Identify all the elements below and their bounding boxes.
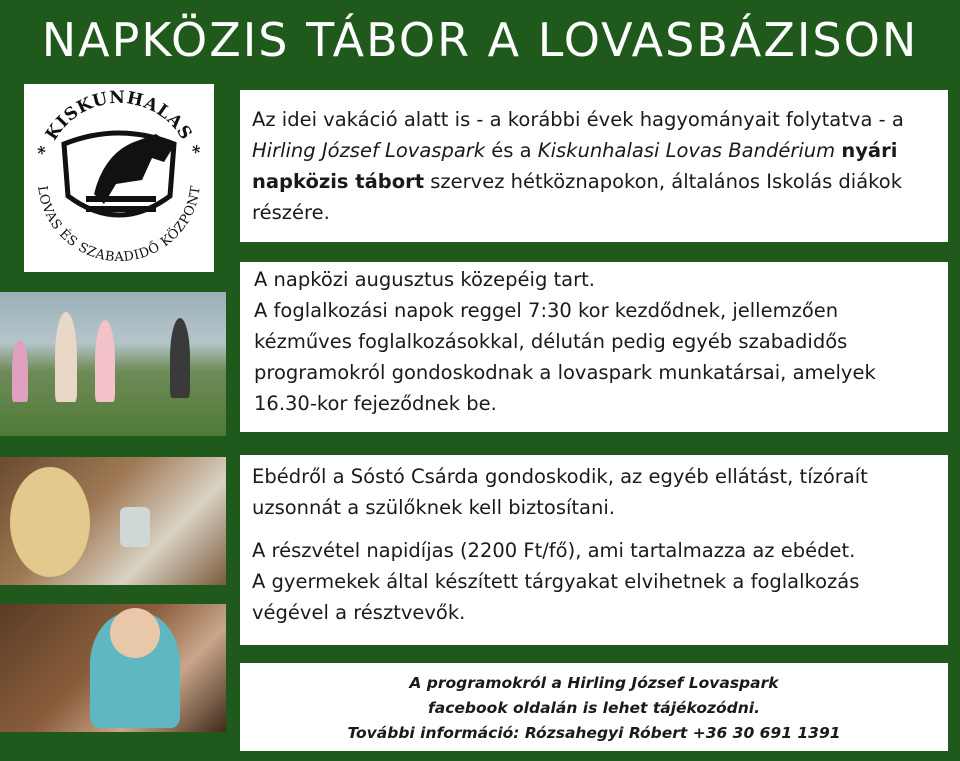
org-banderium: Kiskunhalasi Lovas Bandérium — [537, 139, 836, 162]
photo-leathercraft — [0, 604, 226, 732]
page-title: NAPKÖZIS TÁBOR A LOVASBÁZISON — [41, 13, 919, 67]
intro-and: és a — [485, 139, 538, 162]
schedule-line2: A foglalkozási napok reggel 7:30 kor kezdődnek, jellemzően kézműves foglalkozásokkal, délután pedig egyéb szabadidős programokról gondoskodnak a lovaspark munkatársai, amelyek 16.30-kor fejeződnek be. — [254, 299, 876, 415]
intro-bold: nyári napközis tábort — [252, 139, 898, 193]
meals-para1: Ebédről a Sóstó Csárda gondoskodik, az egyéb ellátást, tízóraít uzsonnát a szülőknek kell biztosítani. — [252, 465, 868, 519]
logo — [24, 84, 214, 272]
meals-box — [240, 455, 948, 645]
logo-top-text: * KISKUNHALAS * — [34, 87, 204, 159]
photo-archery — [0, 292, 226, 436]
schedule-line1: A napközi augusztus közepéig tart. — [254, 268, 595, 291]
meals-para2-line2: A gyermekek által készített tárgyakat elvihetnek a foglalkozás végével a résztvevők. — [252, 570, 860, 624]
contact-box — [240, 663, 948, 751]
intro-box — [240, 90, 948, 242]
contact-line3: További információ: Rózsahegyi Róbert +36 30 691 1391 — [347, 724, 841, 742]
intro-text — [252, 104, 936, 228]
schedule-box — [240, 262, 948, 432]
intro-part2: szervez hétköznapokon, általános Iskolás diákok részére. — [252, 170, 902, 224]
org-lovaspark: Hirling József Lovaspark — [252, 139, 486, 162]
intro-part1: Az idei vakáció alatt is - a korábbi évek hagyományait folytatva - a — [252, 108, 904, 131]
meals-para2-line1: A részvétel napidíjas (2200 Ft/fő), ami tartalmazza az ebédet. — [252, 539, 856, 562]
contact-line1: A programokról a Hirling József Lovaspark — [409, 674, 779, 692]
horse-jumping-icon — [24, 84, 214, 272]
photo-crafts — [0, 457, 226, 585]
logo-bottom-text: LOVAS ÉS SZABADIDŐ KÖZPONT — [34, 184, 204, 266]
svg-text:* KISKUNHALAS * — [34, 88, 204, 159]
contact-line2: facebook oldalán is lehet tájékozódni. — [428, 699, 760, 717]
